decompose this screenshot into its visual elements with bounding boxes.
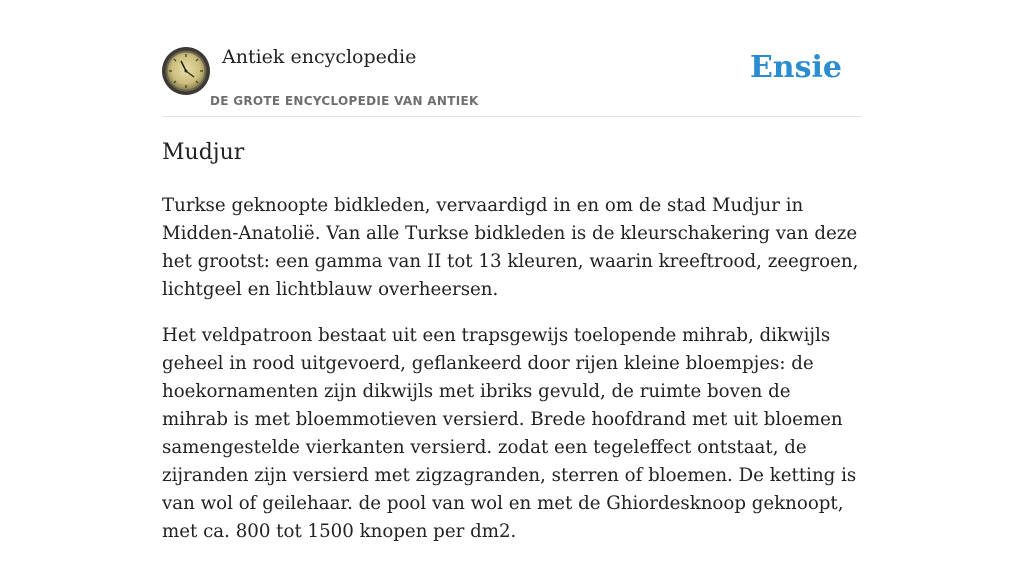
entry-paragraph: Turkse geknoopte bidkleden, vervaardigd in en om de stad Mudjur in Midden-Anatolië. Van alle Turkse bidkleden is de kleurschakering van deze het grootst: een gamma van II tot 13 kleuren, waarin kreeftrood, zeegroen, lichtgeel en lichtblauw overheersen. [162,195,859,300]
entry-body [162,192,862,564]
entry-paragraph: Het veldpatroon bestaat uit een trapsgewijs toelopende mihrab, dikwijls geheel in rood uitgevoerd, geflankeerd door rijen kleine bloempjes: de hoekornamenten zijn dikwijls met ibriks gevuld, de ruimte boven de mihrab is met bloemmotieven versierd. Brede hoofdrand met uit bloemen samengestelde vierkanten versierd. zodat een tegeleffect ontstaat, de zijranden zijn versierd met zigzagranden, sterren of bloemen. De ketting is van wol of geilehaar. de pool van wol en met de Ghiordesknoop geknoopt, met ca. 800 tot 1500 knopen per dm2. [162,325,857,542]
content-container [162,0,862,542]
clock-icon[interactable] [162,47,210,95]
brand-logo-link[interactable]: Ensie [749,50,842,85]
site-subtitle: DE GROTE ENCYCLOPEDIE VAN ANTIEK [210,94,479,108]
entry-title: Mudjur [162,140,245,165]
site-header [162,0,862,117]
site-title[interactable]: Antiek encyclopedie [222,46,417,68]
